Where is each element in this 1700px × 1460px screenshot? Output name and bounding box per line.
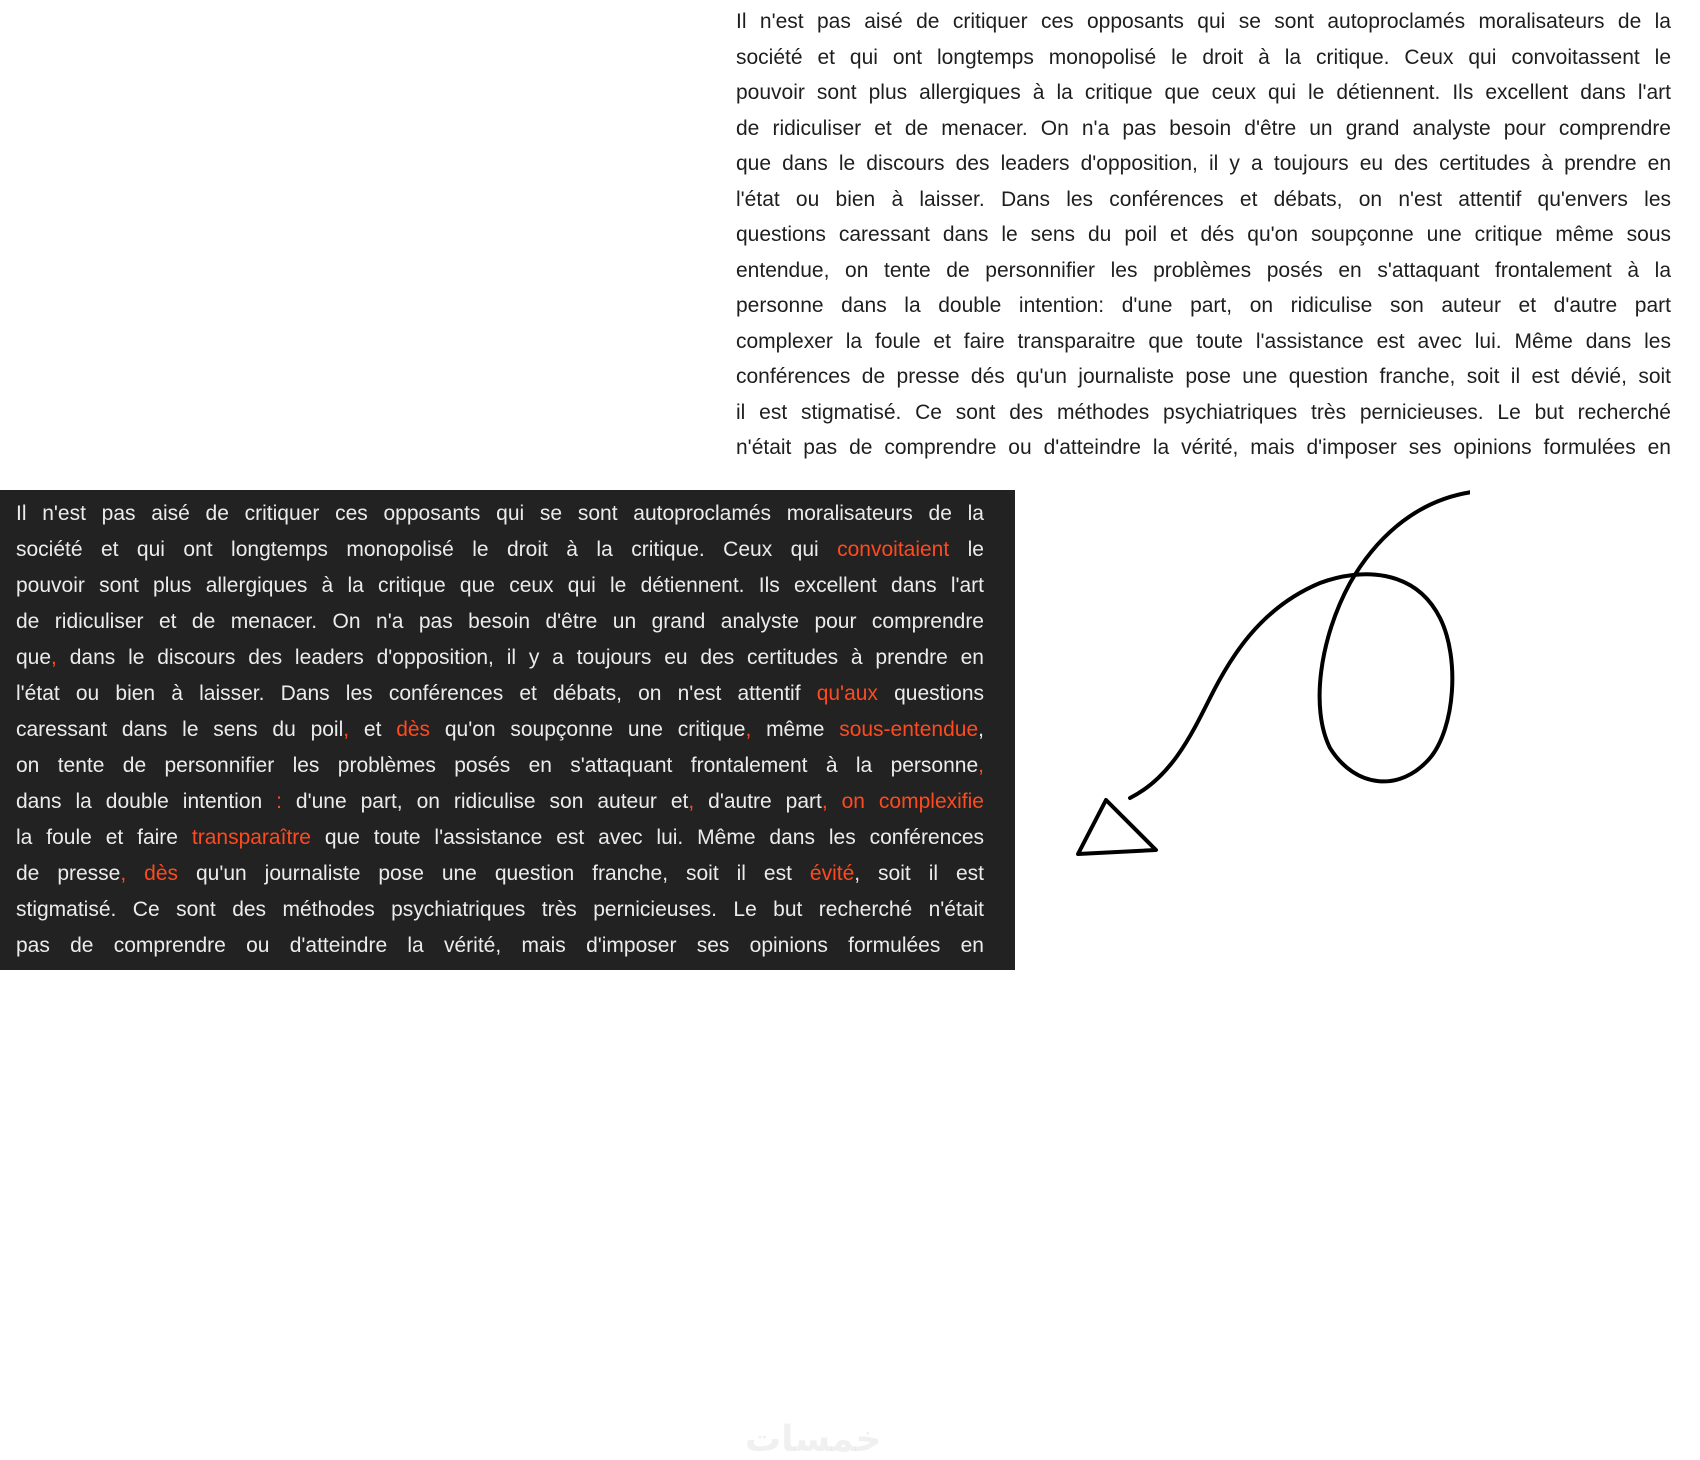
corrected-text-segment: , soit il est	[854, 862, 984, 885]
original-line: l'état ou bien à laisser. Dans les conférences et débats, on n'est attentif qu'envers les	[736, 187, 1671, 211]
original-line: n'était pas de comprendre ou d'atteindre la vérité, mais d'imposer ses opinions formulées en	[736, 436, 1671, 459]
original-line: société et qui ont longtemps monopolisé le droit à la critique. Ceux qui convoitassent le	[736, 45, 1671, 69]
corrected-text-segment: ,	[978, 718, 984, 741]
corrected-text-segment: qu'un journaliste pose une question franche, soit il est	[178, 862, 810, 885]
correction-highlight: sous-entendue	[839, 718, 979, 741]
corrected-text-segment: on tente de personnifier les problèmes posés en s'attaquant frontalement à la personne	[16, 754, 979, 777]
correction-highlight: ,	[51, 646, 57, 669]
corrected-text-segment: stigmatisé. Ce sont des méthodes psychiatriques très pernicieuses. Le but recherché n'était	[16, 898, 984, 921]
corrected-text-segment: dans le discours des leaders d'opposition, il y a toujours eu des certitudes à prendre en	[56, 646, 984, 669]
corrected-line	[16, 928, 984, 964]
corrected-line	[16, 496, 984, 532]
correction-highlight: , dès	[120, 862, 179, 885]
corrected-line	[16, 856, 984, 892]
corrected-text-segment: que toute l'assistance est avec lui. Même dans les conférences	[310, 826, 984, 849]
watermark-logo: خمسات	[745, 1418, 882, 1459]
corrected-text-segment: la foule et faire	[16, 826, 192, 849]
corrected-text-segment: de ridiculiser et de menacer. On n'a pas besoin d'être un grand analyste pour comprendre	[16, 610, 984, 633]
original-text-block	[736, 4, 1671, 466]
correction-highlight: dès	[396, 718, 431, 741]
corrected-text-segment: Il n'est pas aisé de critiquer ces opposants qui se sont autoproclamés moralisateurs de la	[16, 502, 984, 525]
correction-highlight: ,	[688, 790, 695, 813]
correction-highlight: évité	[809, 862, 855, 885]
original-line: conférences de presse dés qu'un journaliste pose une question franche, soit il est dévié, soit	[736, 365, 1671, 388]
original-line: que dans le discours des leaders d'opposition, il y a toujours eu des certitudes à prendre en	[736, 152, 1671, 175]
corrected-text-panel	[0, 490, 1015, 1459]
corrected-text-segment: que	[16, 646, 52, 669]
corrected-text-segment: de presse	[16, 862, 121, 885]
original-line: questions caressant dans le sens du poil et dés qu'on soupçonne une critique même sous	[736, 223, 1671, 246]
correction-highlight: ,	[745, 718, 752, 741]
corrected-line	[16, 676, 984, 712]
corrected-text-segment: même	[751, 718, 840, 741]
original-line: Il n'est pas aisé de critiquer ces opposants qui se sont autoproclamés moralisateurs de la	[736, 10, 1671, 33]
arrow-curve	[1130, 491, 1470, 798]
corrected-text-segment: et	[349, 718, 397, 741]
correction-highlight: ,	[978, 754, 984, 777]
corrected-text-segment: le	[949, 538, 984, 561]
corrected-line	[16, 532, 984, 568]
correction-highlight: , on complexifie	[821, 790, 984, 813]
original-line: de ridiculiser et de menacer. On n'a pas besoin d'être un grand analyste pour comprendre	[736, 116, 1671, 140]
corrected-text-segment: pas de comprendre ou d'atteindre la vérité, mais d'imposer ses opinions formulées en	[16, 934, 984, 957]
original-line: pouvoir sont plus allergiques à la critique que ceux qui le détiennent. Ils excellent dans l'art	[736, 81, 1671, 104]
corrected-line	[16, 784, 984, 820]
correction-highlight: convoitaient	[837, 538, 950, 561]
corrected-text-segment: qu'on soupçonne une critique	[430, 718, 746, 741]
corrected-line	[16, 604, 984, 640]
original-line: complexer la foule et faire transparaitre que toute l'assistance est avec lui. Même dans les	[736, 329, 1671, 353]
original-line: entendue, on tente de personnifier les problèmes posés en s'attaquant frontalement à la	[736, 258, 1671, 282]
corrected-line	[16, 748, 984, 784]
correction-highlight: :	[276, 790, 282, 813]
corrected-text-segment: l'état ou bien à laisser. Dans les conférences et débats, on n'est attentif	[16, 682, 817, 705]
correction-highlight: ,	[343, 718, 350, 741]
corrected-line	[16, 568, 984, 604]
corrected-text-segment: dans la double intention	[16, 790, 277, 813]
corrected-text-segment: société et qui ont longtemps monopolisé le droit à la critique. Ceux qui	[16, 538, 838, 561]
corrected-line	[16, 892, 984, 928]
corrected-text-segment: caressant dans le sens du poil	[16, 718, 344, 741]
curly-arrow-icon	[1070, 488, 1470, 858]
arrow-head	[1078, 800, 1156, 854]
corrected-text-segment: questions	[877, 682, 984, 705]
corrected-text-block	[16, 496, 984, 964]
corrected-text-segment: d'une part, on ridiculise son auteur et	[281, 790, 689, 813]
correction-highlight: qu'aux	[816, 682, 878, 705]
original-line: il est stigmatisé. Ce sont des méthodes psychiatriques très pernicieuses. Le but recherché	[736, 400, 1671, 424]
corrected-text-segment: d'autre part	[694, 790, 822, 813]
corrected-text-segment: pouvoir sont plus allergiques à la critique que ceux qui le détiennent. Ils excellent dans l'art	[16, 574, 984, 597]
original-line: personne dans la double intention: d'une part, on ridiculise son auteur et d'autre part	[736, 294, 1671, 317]
corrected-line	[16, 712, 984, 748]
corrected-line	[16, 820, 984, 856]
corrected-line	[16, 640, 984, 676]
correction-highlight: transparaître	[191, 826, 311, 849]
